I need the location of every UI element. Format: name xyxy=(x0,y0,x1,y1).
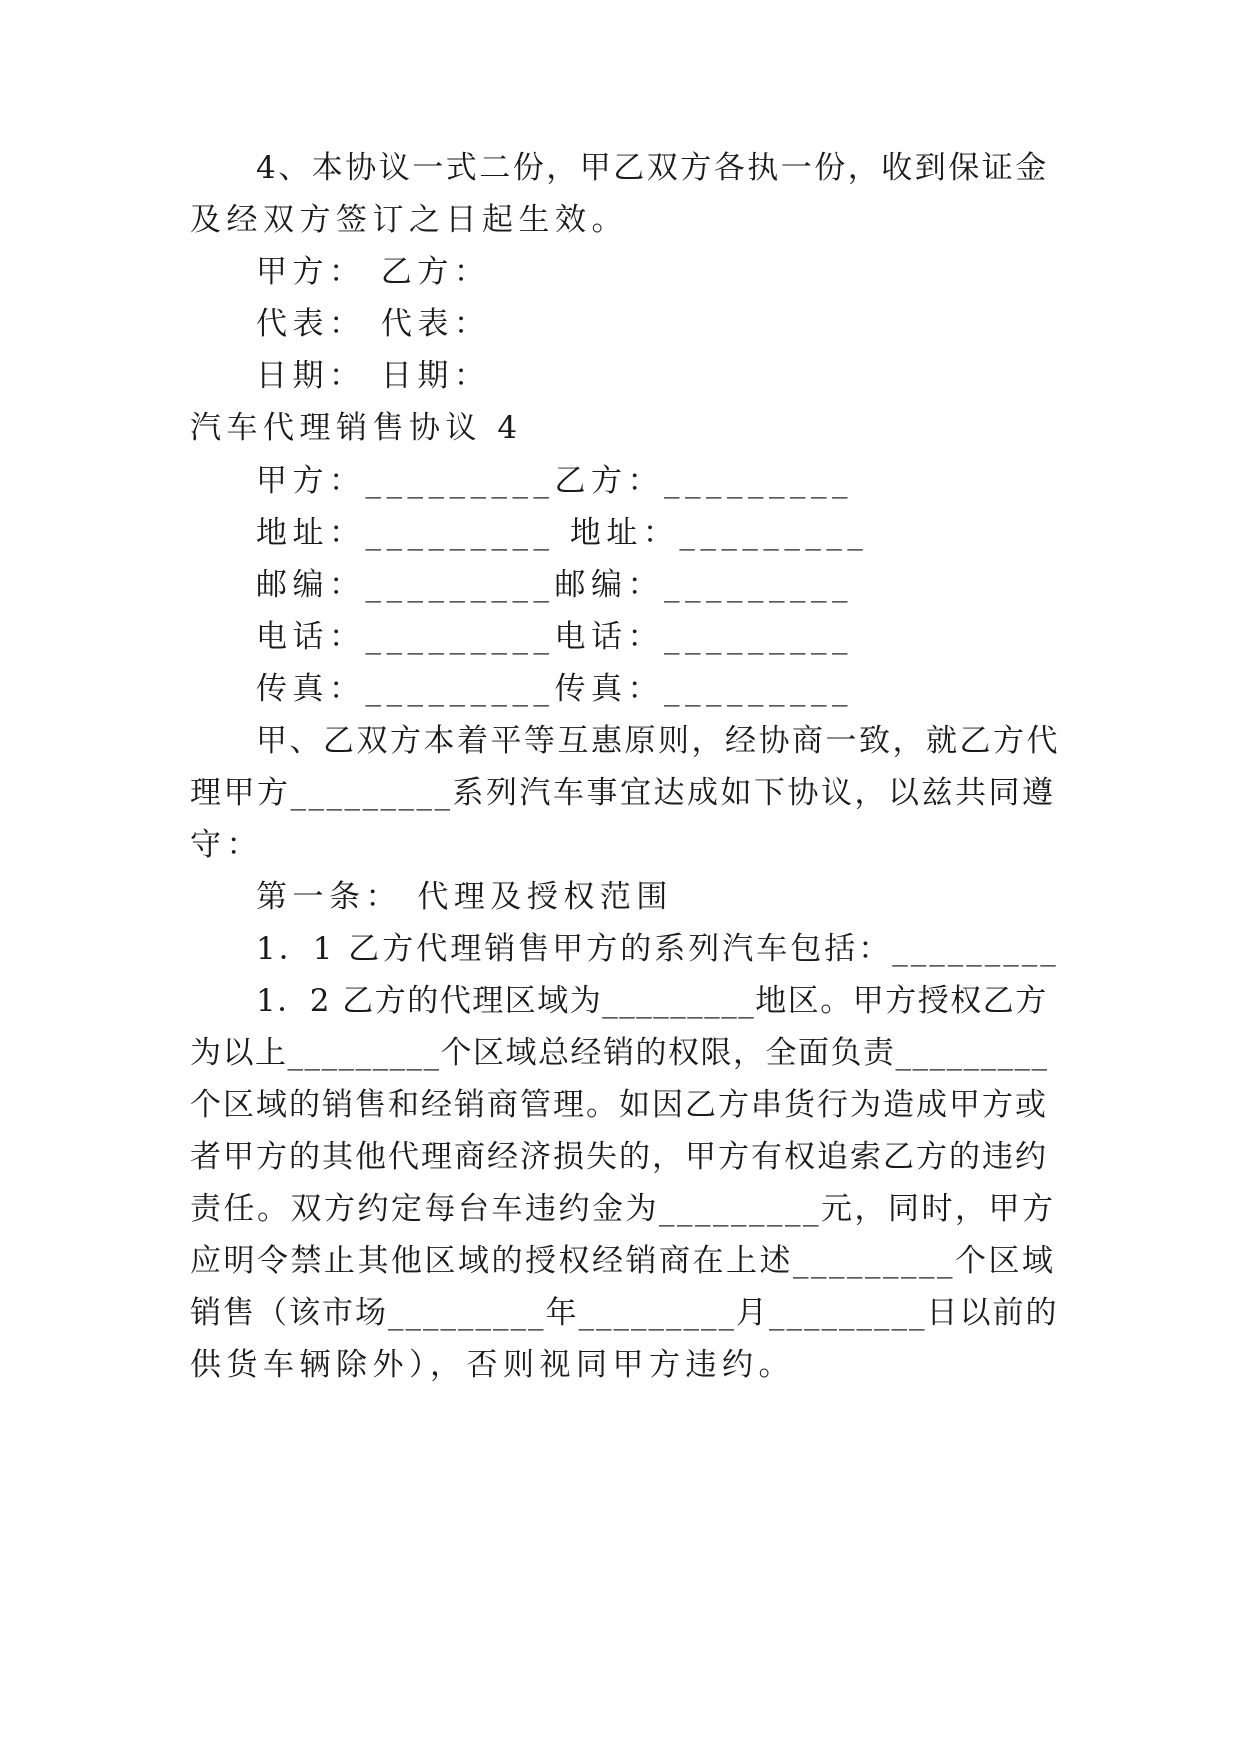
clause-line: 销售（该市场_________年_________月_________日以前的 xyxy=(190,1295,1059,1331)
paragraph-line: 守： xyxy=(190,827,263,863)
paragraph-line: 理甲方_________系列汽车事宜达成如下协议，以兹共同遵 xyxy=(190,775,1056,811)
paragraph-line: 4、本协议一式二份，甲乙双方各执一份，收到保证金 xyxy=(256,150,1049,186)
paragraph-line: 及经双方签订之日起生效。 xyxy=(190,202,628,238)
clause-line: 责任。双方约定每台车违约金为_________元，同时，甲方 xyxy=(190,1191,1056,1227)
party-info-line: 邮编：_________邮编：_________ xyxy=(256,567,853,603)
clause-line: 为以上_________个区域总经销的权限，全面负责_________ xyxy=(190,1035,1049,1071)
clause-line: 供货车辆除外），否则视同甲方违约。 xyxy=(190,1347,795,1383)
party-info-line: 地址：_________ 地址：_________ xyxy=(256,515,869,551)
clause-line: 1．1 乙方代理销售甲方的系列汽车包括：_________ xyxy=(256,931,1059,967)
paragraph-line: 甲、乙双方本着平等互惠原则，经协商一致，就乙方代 xyxy=(256,723,1060,759)
clause-line: 个区域的销售和经销商管理。如因乙方串货行为造成甲方或 xyxy=(190,1087,1048,1123)
signature-representative-line: 代表： 代表： xyxy=(256,306,491,342)
party-info-line: 电话：_________电话：_________ xyxy=(256,619,853,655)
clause-line: 1．2 乙方的代理区域为_________地区。甲方授权乙方 xyxy=(256,983,1048,1019)
section-title: 汽车代理销售协议 4 xyxy=(190,410,523,446)
party-info-line: 甲方：_________乙方：_________ xyxy=(256,463,853,499)
signature-party-line: 甲方： 乙方： xyxy=(256,254,491,290)
clause-line: 应明令禁止其他区域的授权经销商在上述_________个区域 xyxy=(190,1243,1056,1279)
party-info-line: 传真：_________传真：_________ xyxy=(256,671,853,707)
signature-date-line: 日期： 日期： xyxy=(256,358,491,394)
clause-line: 者甲方的其他代理商经济损失的，甲方有权追索乙方的违约 xyxy=(190,1139,1048,1175)
article-heading: 第一条： 代理及授权范围 xyxy=(256,879,673,915)
